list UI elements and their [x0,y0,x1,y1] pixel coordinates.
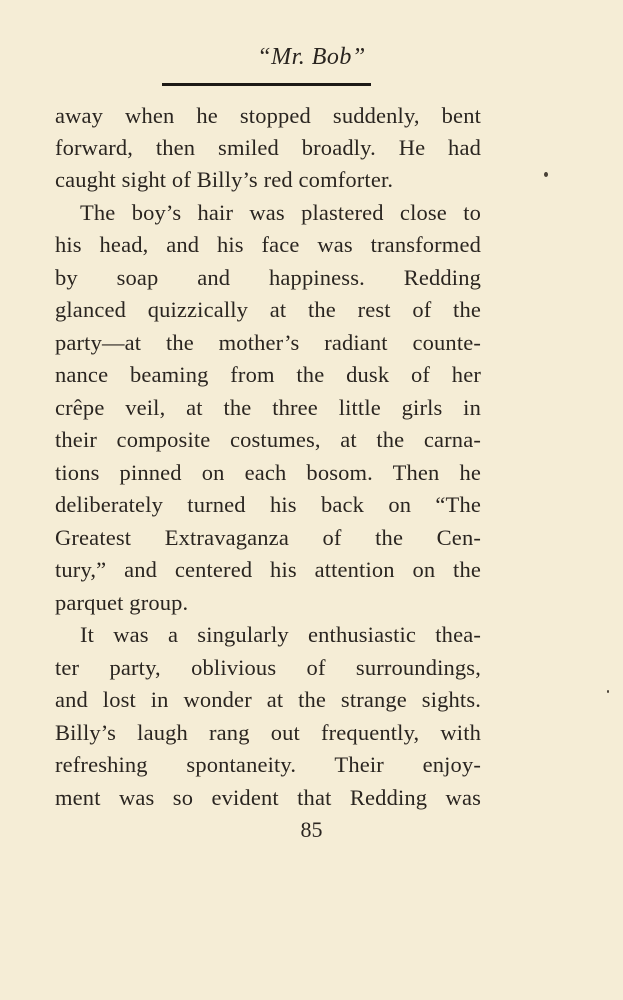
text-line: caught sight of Billy’s red comforter. [55,167,394,192]
ink-speck [607,690,609,693]
ink-speck [544,172,548,177]
text-line: deliberately turned his back on “The [55,492,481,517]
text-line: and lost in wonder at the strange sights. [55,687,481,712]
text-line: party—at the mother’s radiant counte- [55,330,481,355]
running-head: “Mr. Bob” [257,44,366,70]
text-line: by soap and happiness. Redding [55,265,481,290]
text-line: his head, and his face was transformed [55,232,481,257]
text-line: The boy’s hair was plastered close to [80,200,481,225]
text-line: refreshing spontaneity. Their enjoy- [55,752,481,777]
text-line: forward, then smiled broadly. He had [55,135,481,160]
text-line: ter party, oblivious of surroundings, [55,655,481,680]
text-line: tions pinned on each bosom. Then he [55,460,481,485]
text-line: crêpe veil, at the three little girls in [55,395,481,420]
text-line: tury,” and centered his attention on the [55,557,481,582]
page-number: 85 [300,817,323,842]
text-line: glanced quizzically at the rest of the [55,297,481,322]
header-rule [162,83,371,86]
text-line: Billy’s laugh rang out frequently, with [55,720,481,745]
text-line: away when he stopped suddenly, bent [55,103,481,128]
text-line: nance beaming from the dusk of her [55,362,481,387]
text-line: parquet group. [55,590,189,615]
text-line: It was a singularly enthusiastic thea- [80,622,481,647]
text-line: their composite costumes, at the carna- [55,427,481,452]
text-line: ment was so evident that Redding was [55,785,481,810]
text-line: Greatest Extravaganza of the Cen- [55,525,481,550]
